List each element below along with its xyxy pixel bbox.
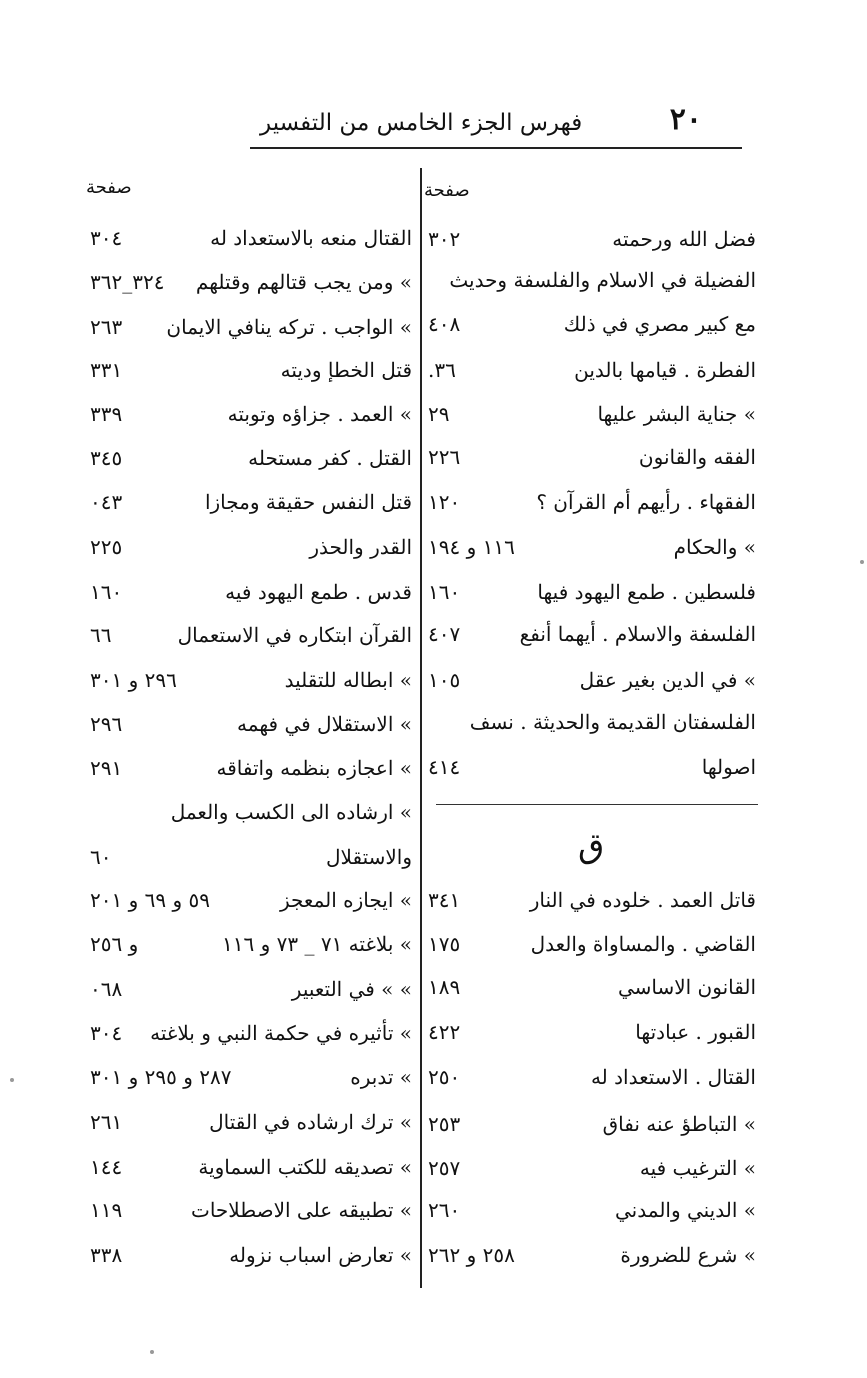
entry-text: » ارشاده الى الكسب والعمل [170, 800, 412, 824]
page-header [250, 100, 740, 150]
entry-page-number: ٤١٤ [428, 755, 461, 779]
entry-text: القدر والحذر [309, 535, 412, 559]
entry-text: قتل الخطإ وديته [280, 358, 412, 382]
header-divider [250, 147, 742, 149]
entry-text: » » في التعبير [291, 977, 412, 1001]
entry-page-number: ٠٤٣ [90, 490, 123, 514]
entry-page-number: ١٢٠ [428, 490, 461, 514]
entry-text: القتال . الاستعداد له [590, 1065, 756, 1089]
entry-page-number: ٣٣٩ [90, 402, 123, 426]
entry-page-number: ٢٢٦ [428, 445, 461, 469]
entry-page-number: ٣٠٤ [90, 1021, 123, 1045]
entry-text: » ومن يجب قتالهم وقتلهم [195, 270, 412, 294]
margin-mark [10, 1078, 14, 1082]
entry-text: » العمد . جزاؤه وتوبته [227, 402, 412, 426]
entry-text: القتال منعه بالاستعداد له [210, 226, 412, 250]
entry-text: » ابطاله للتقليد [284, 668, 412, 692]
entry-page-number: ٦٠ [90, 845, 112, 869]
entry-text: اصولها [701, 755, 756, 779]
entry-text: قتل النفس حقيقة ومجازا [204, 490, 412, 514]
entry-page-number: ٢٦١ [90, 1110, 123, 1134]
entry-page-number: ٣٠٢ [428, 227, 461, 251]
entry-page-number: ١١٦ و ١٩٤ [428, 535, 515, 559]
right-column-heading: صفحة [424, 180, 470, 201]
entry-page-number: ١١٩ [90, 1198, 123, 1222]
entry-text: » الواجب . تركه ينافي الايمان [166, 315, 412, 339]
entry-text: » تعارض اسباب نزوله [229, 1243, 412, 1267]
entry-page-number: ٤٢٢ [428, 1020, 461, 1044]
entry-page-number: ٣٣١ [90, 358, 123, 382]
entry-text: والاستقلال [326, 845, 412, 869]
entry-text: مع كبير مصري في ذلك [563, 312, 756, 336]
entry-text: الفقهاء . رأيهم أم القرآن ؟ [536, 490, 756, 514]
margin-mark [860, 560, 864, 564]
entry-page-number: ٣٣٨ [90, 1243, 123, 1267]
entry-page-number: ٢٩١ [90, 756, 123, 780]
column-divider [420, 168, 422, 1288]
entry-text: فلسطين . طمع اليهود فيها [537, 580, 756, 604]
entry-page-number: ٢٩٦ و ٣٠١ [90, 668, 177, 692]
section-letter: ق [578, 826, 605, 866]
entry-page-number: ١٦٠ [428, 580, 461, 604]
entry-page-number: ٢٩ [428, 402, 450, 426]
entry-text: الفلسفتان القديمة والحديثة . نسف [469, 710, 756, 734]
entry-text: » بلاغته ٧١ _ ٧٣ و ١١٦ [222, 932, 412, 956]
entry-page-number: ٦٦ [90, 623, 112, 647]
entry-text: القرآن ابتكاره في الاستعمال [177, 623, 412, 647]
entry-page-number: ١٧٥ [428, 932, 461, 956]
entry-text: الفضيلة في الاسلام والفلسفة وحديث [449, 268, 756, 292]
entry-page-number: ١٨٩ [428, 975, 461, 999]
entry-text: قدس . طمع اليهود فيه [225, 580, 412, 604]
entry-page-number: ٢٥٧ [428, 1156, 461, 1180]
entry-page-number: ٥٩ و ٦٩ و ٢٠١ [90, 888, 210, 912]
entry-text: » جناية البشر عليها [597, 402, 756, 426]
entry-text: قاتل العمد . خلوده في النار [529, 888, 756, 912]
left-column-heading: صفحة [86, 177, 132, 198]
entry-text: » الديني والمدني [615, 1198, 756, 1222]
entry-text: » الاستقلال في فهمه [237, 712, 412, 736]
entry-text: القاضي . والمساواة والعدل [530, 932, 756, 956]
entry-text: الفلسفة والاسلام . أيهما أنفع [519, 622, 756, 646]
entry-page-number: ٢٦٣ [90, 315, 123, 339]
entry-page-number: ٠٦٨ [90, 977, 123, 1001]
entry-text: القانون الاساسي [617, 975, 756, 999]
entry-page-number: ١٤٤ [90, 1155, 123, 1179]
entry-page-number: ٣٠٤ [90, 226, 123, 250]
entry-text: القبور . عبادتها [635, 1020, 756, 1044]
entry-text: » التباطؤ عنه نفاق [602, 1112, 756, 1136]
entry-page-number: ٣٢٤_٣٦٢ [90, 270, 165, 294]
entry-page-number: ١٠٥ [428, 668, 461, 692]
entry-page-number: ٢٥٠ [428, 1065, 461, 1089]
entry-page-number: ٢٦٠ [428, 1198, 461, 1222]
page-title: فهرس الجزء الخامس من التفسير [260, 110, 583, 136]
entry-text: » شرع للضرورة [620, 1243, 756, 1267]
entry-text: » اعجازه بنظمه واتفاقه [216, 756, 412, 780]
entry-page-number: ٣٤٥ [90, 446, 123, 470]
entry-page-number: ٣٦. [428, 358, 456, 382]
entry-text: » تدبره [350, 1065, 412, 1089]
entry-page-number: ٢٢٥ [90, 535, 123, 559]
entry-page-number: و ٢٥٦ [90, 932, 139, 956]
entry-text: » ايجازه المعجز [279, 888, 412, 912]
entry-text: القتل . كفر مستحله [248, 446, 412, 470]
entry-page-number: ٢٥٣ [428, 1112, 461, 1136]
entry-text: » في الدين بغير عقل [579, 668, 756, 692]
entry-text: » الترغيب فيه [639, 1156, 756, 1180]
entry-page-number: ٣٤١ [428, 888, 461, 912]
entry-page-number: ١٦٠ [90, 580, 123, 604]
entry-page-number: ٤٠٨ [428, 312, 461, 336]
entry-page-number: ٢٩٦ [90, 712, 123, 736]
entry-text: » ترك ارشاده في القتال [209, 1110, 412, 1134]
entry-page-number: ٤٠٧ [428, 622, 461, 646]
page-number: ٢٠ [669, 102, 702, 137]
entry-text: » تصديقه للكتب السماوية [198, 1155, 412, 1179]
entry-text: » تطبيقه على الاصطلاحات [191, 1198, 412, 1222]
entry-page-number: ٢٨٧ و ٢٩٥ و ٣٠١ [90, 1065, 232, 1089]
entry-page-number: ٢٥٨ و ٢٦٢ [428, 1243, 515, 1267]
entry-text: » والحكام [673, 535, 756, 559]
margin-mark [150, 1350, 154, 1354]
entry-text: الفقه والقانون [638, 445, 756, 469]
entry-text: الفطرة . قيامها بالدين [574, 358, 756, 382]
section-divider [436, 804, 758, 805]
entry-text: » تأثيره في حكمة النبي و بلاغته [150, 1021, 412, 1045]
entry-text: فضل الله ورحمته [612, 227, 756, 251]
